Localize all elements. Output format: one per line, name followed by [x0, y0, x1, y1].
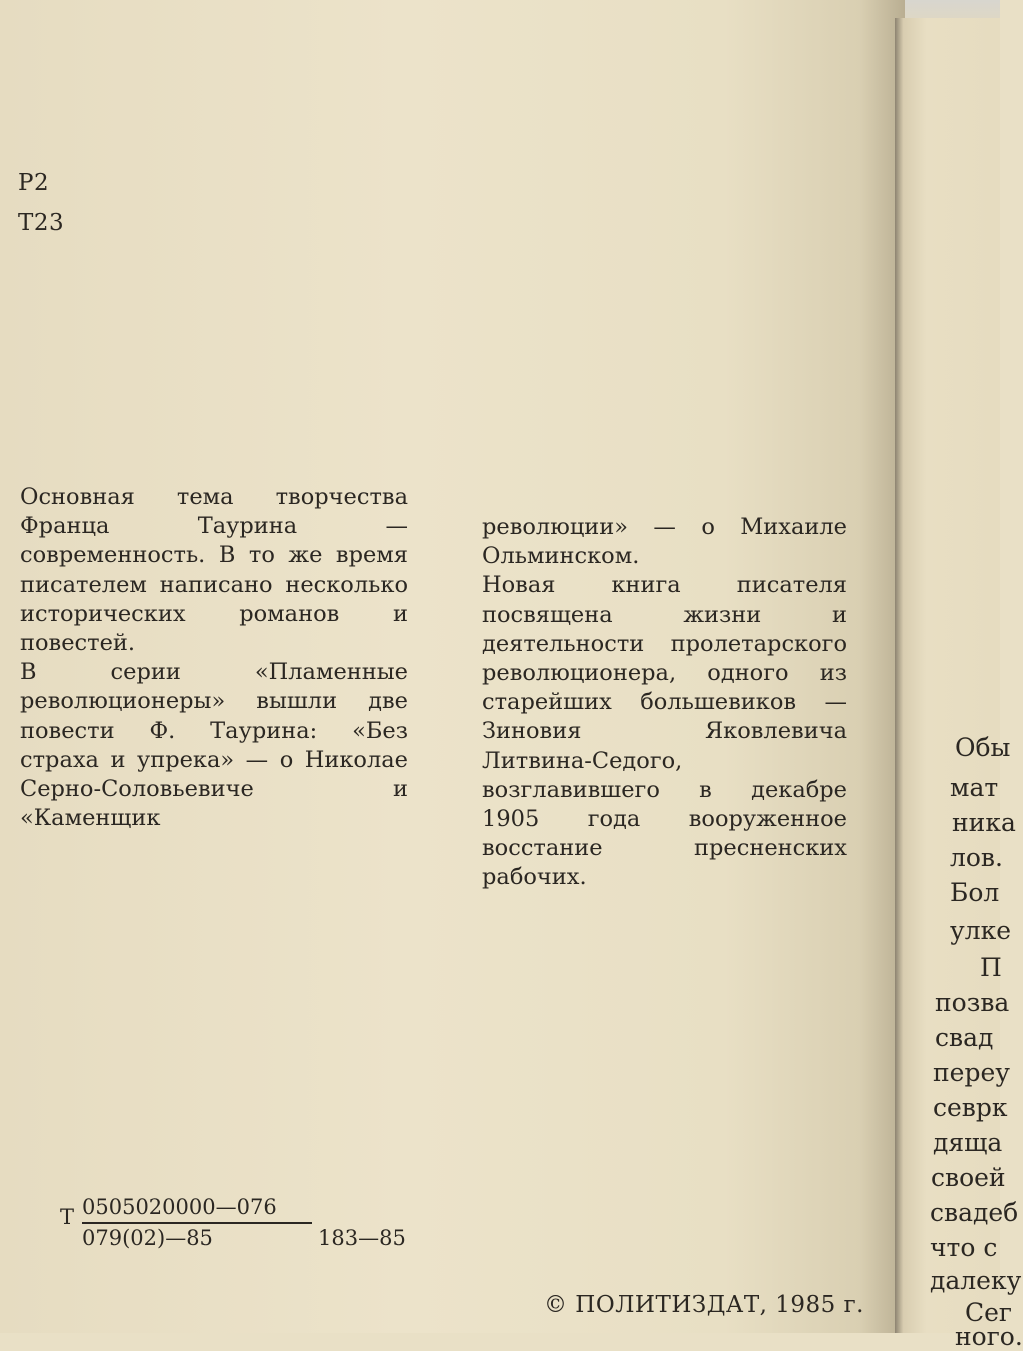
- annotation-paragraph: В серии «Пламенные революционеры» вышли две повести Ф. Таурина: «Без страха и упрека» — о Николае Серно-Соловьевиче и «Каменщик: [20, 659, 408, 832]
- facing-page-text: позва: [935, 988, 1010, 1017]
- annotation-paragraph: Новая книга писателя посвящена жизни и деятельности пролетарского революционера, одного из старейших большевиков — Зиновия Яковлевича Литвина-Седого, возглавившего в декабре 1905 года вооруженное восстание пресненских рабочих.: [482, 572, 847, 891]
- facing-page-text: Сег: [965, 1298, 1013, 1327]
- facing-page-text: лов.: [950, 843, 1003, 872]
- facing-page-text: Обы: [955, 733, 1011, 762]
- facing-page-text: мат: [950, 773, 999, 802]
- facing-page-text: ника: [952, 808, 1016, 837]
- facing-page-text: свадеб: [930, 1198, 1019, 1227]
- catalog-prefix: Т: [60, 1205, 75, 1229]
- author-code: Т23: [18, 210, 65, 236]
- facing-page-text: своей: [931, 1163, 1006, 1192]
- annotation-paragraph: революции» — о Михаиле Ольминском.: [482, 514, 847, 570]
- annotation-left-column: [20, 483, 408, 833]
- facing-page-text: далеку: [930, 1266, 1022, 1295]
- facing-page-text: севрк: [933, 1093, 1008, 1122]
- catalog-index: [60, 1195, 406, 1255]
- fraction-line: [82, 1222, 312, 1224]
- facing-page-text: переу: [933, 1058, 1010, 1087]
- facing-page: [895, 18, 1023, 1351]
- annotation-right-column: [482, 513, 847, 893]
- facing-page-text: П: [980, 953, 1002, 982]
- catalog-denominator: 079(02)—85: [82, 1226, 213, 1250]
- facing-page-text: что с: [930, 1233, 998, 1262]
- facing-page-text: дяща: [933, 1128, 1003, 1157]
- publisher-imprint: © ПОЛИТИЗДАТ, 1985 г.: [544, 1292, 864, 1318]
- catalog-numerator: 0505020000—076: [82, 1195, 277, 1219]
- catalog-suffix: 183—85: [318, 1226, 406, 1250]
- annotation-paragraph: Основная тема творчества Франца Таурина — современность. В то же время писателем написано несколько исторических романов и повестей.: [20, 484, 408, 657]
- classification-code: Р2: [18, 170, 50, 196]
- facing-page-text: ного.: [955, 1322, 1023, 1351]
- facing-page-text: улке: [950, 916, 1012, 945]
- facing-page-text: свад: [935, 1023, 994, 1052]
- facing-page-text: Бол: [950, 878, 1000, 907]
